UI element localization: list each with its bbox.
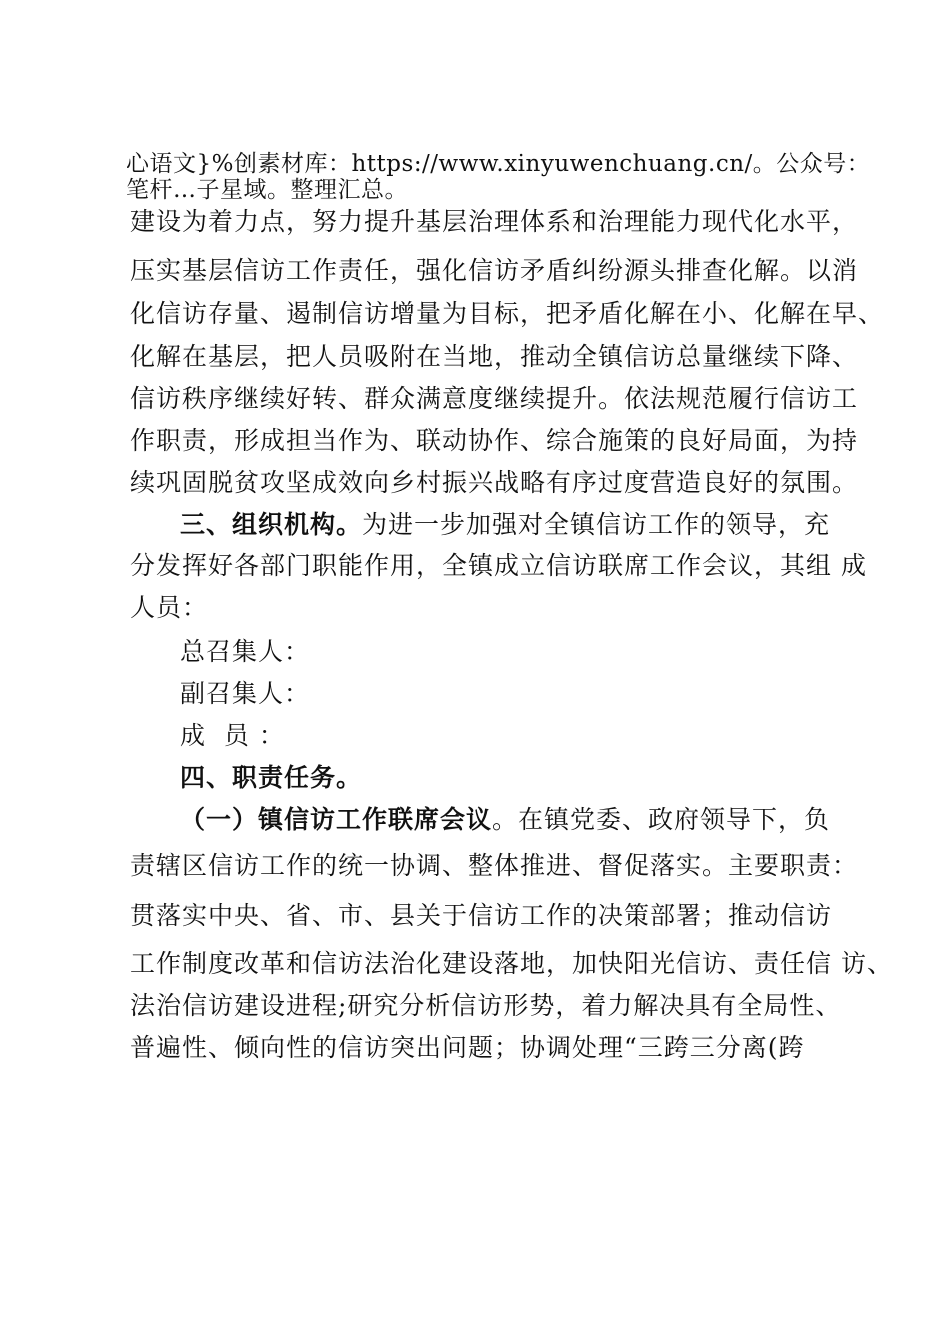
paragraph-line: 压实基层信访工作责任，强化信访矛盾纠纷源头排查化解。以消 — [130, 256, 859, 285]
paragraph-line: 责辖区信访工作的统一协调、整体推进、督促落实。主要职责： — [130, 851, 859, 880]
convener-label: 总召集人： — [180, 637, 311, 666]
section-3-line-1 — [180, 509, 830, 541]
section-3-line-2: 分发挥好各部门职能作用，全镇成立信访联席工作会议，其组 成 — [130, 551, 867, 580]
section-4-sub-1-heading: （一）镇信访工作联席会议 — [180, 805, 493, 834]
section-4-sub-1-line — [180, 804, 830, 836]
paragraph-line: 续巩固脱贫攻坚成效向乡村振兴战略有序过度营造良好的氛围。 — [130, 468, 859, 497]
paragraph-line: 贯落实中央、省、市、县关于信访工作的决策部署；推动信访 — [130, 901, 833, 930]
paragraph-line: 化解在基层，把人员吸附在当地，推动全镇信访总量继续下降、 — [130, 342, 859, 371]
paragraph-line: 普遍性、倾向性的信访突出问题；协调处理“三跨三分离(跨 — [130, 1033, 805, 1062]
paragraph-line: 法治信访建设进程;研究分析信访形势，着力解决具有全局性、 — [130, 991, 842, 1020]
section-4-heading: 四、职责任务。 — [180, 763, 363, 792]
paragraph-line: 建设为着力点，努力提升基层治理体系和治理能力现代化水平， — [130, 207, 859, 236]
paragraph-line: 信访秩序继续好转、群众满意度继续提升。依法规范履行信访工 — [130, 384, 859, 413]
paragraph-line: 作职责，形成担当作为、联动协作、综合施策的良好局面，为持 — [130, 426, 859, 455]
paragraph-line: 工作制度改革和信访法治化建设落地，加快阳光信访、责任信 访、 — [130, 949, 893, 978]
section-3-line-3: 人员： — [130, 593, 209, 622]
section-3-text: 为进一步加强对全镇信访工作的领导，充 — [362, 510, 831, 539]
paragraph-line: 化信访存量、遏制信访增量为目标，把矛盾化解在小、化解在早、 — [130, 299, 885, 328]
section-3-heading: 三、组织机构。 — [180, 510, 363, 539]
members-label: 成 员 ： — [180, 721, 285, 750]
header-note-line-2: 笔杆…子星域。整理汇总。 — [126, 177, 408, 203]
header-note-line-1: 心语文}%创素材库：https://www.xinyuwenchuang.cn/。公众号： — [126, 151, 871, 177]
section-4-sub-1-text: 。在镇党委、政府领导下，负 — [492, 805, 831, 834]
deputy-convener-label: 副召集人： — [180, 679, 311, 708]
